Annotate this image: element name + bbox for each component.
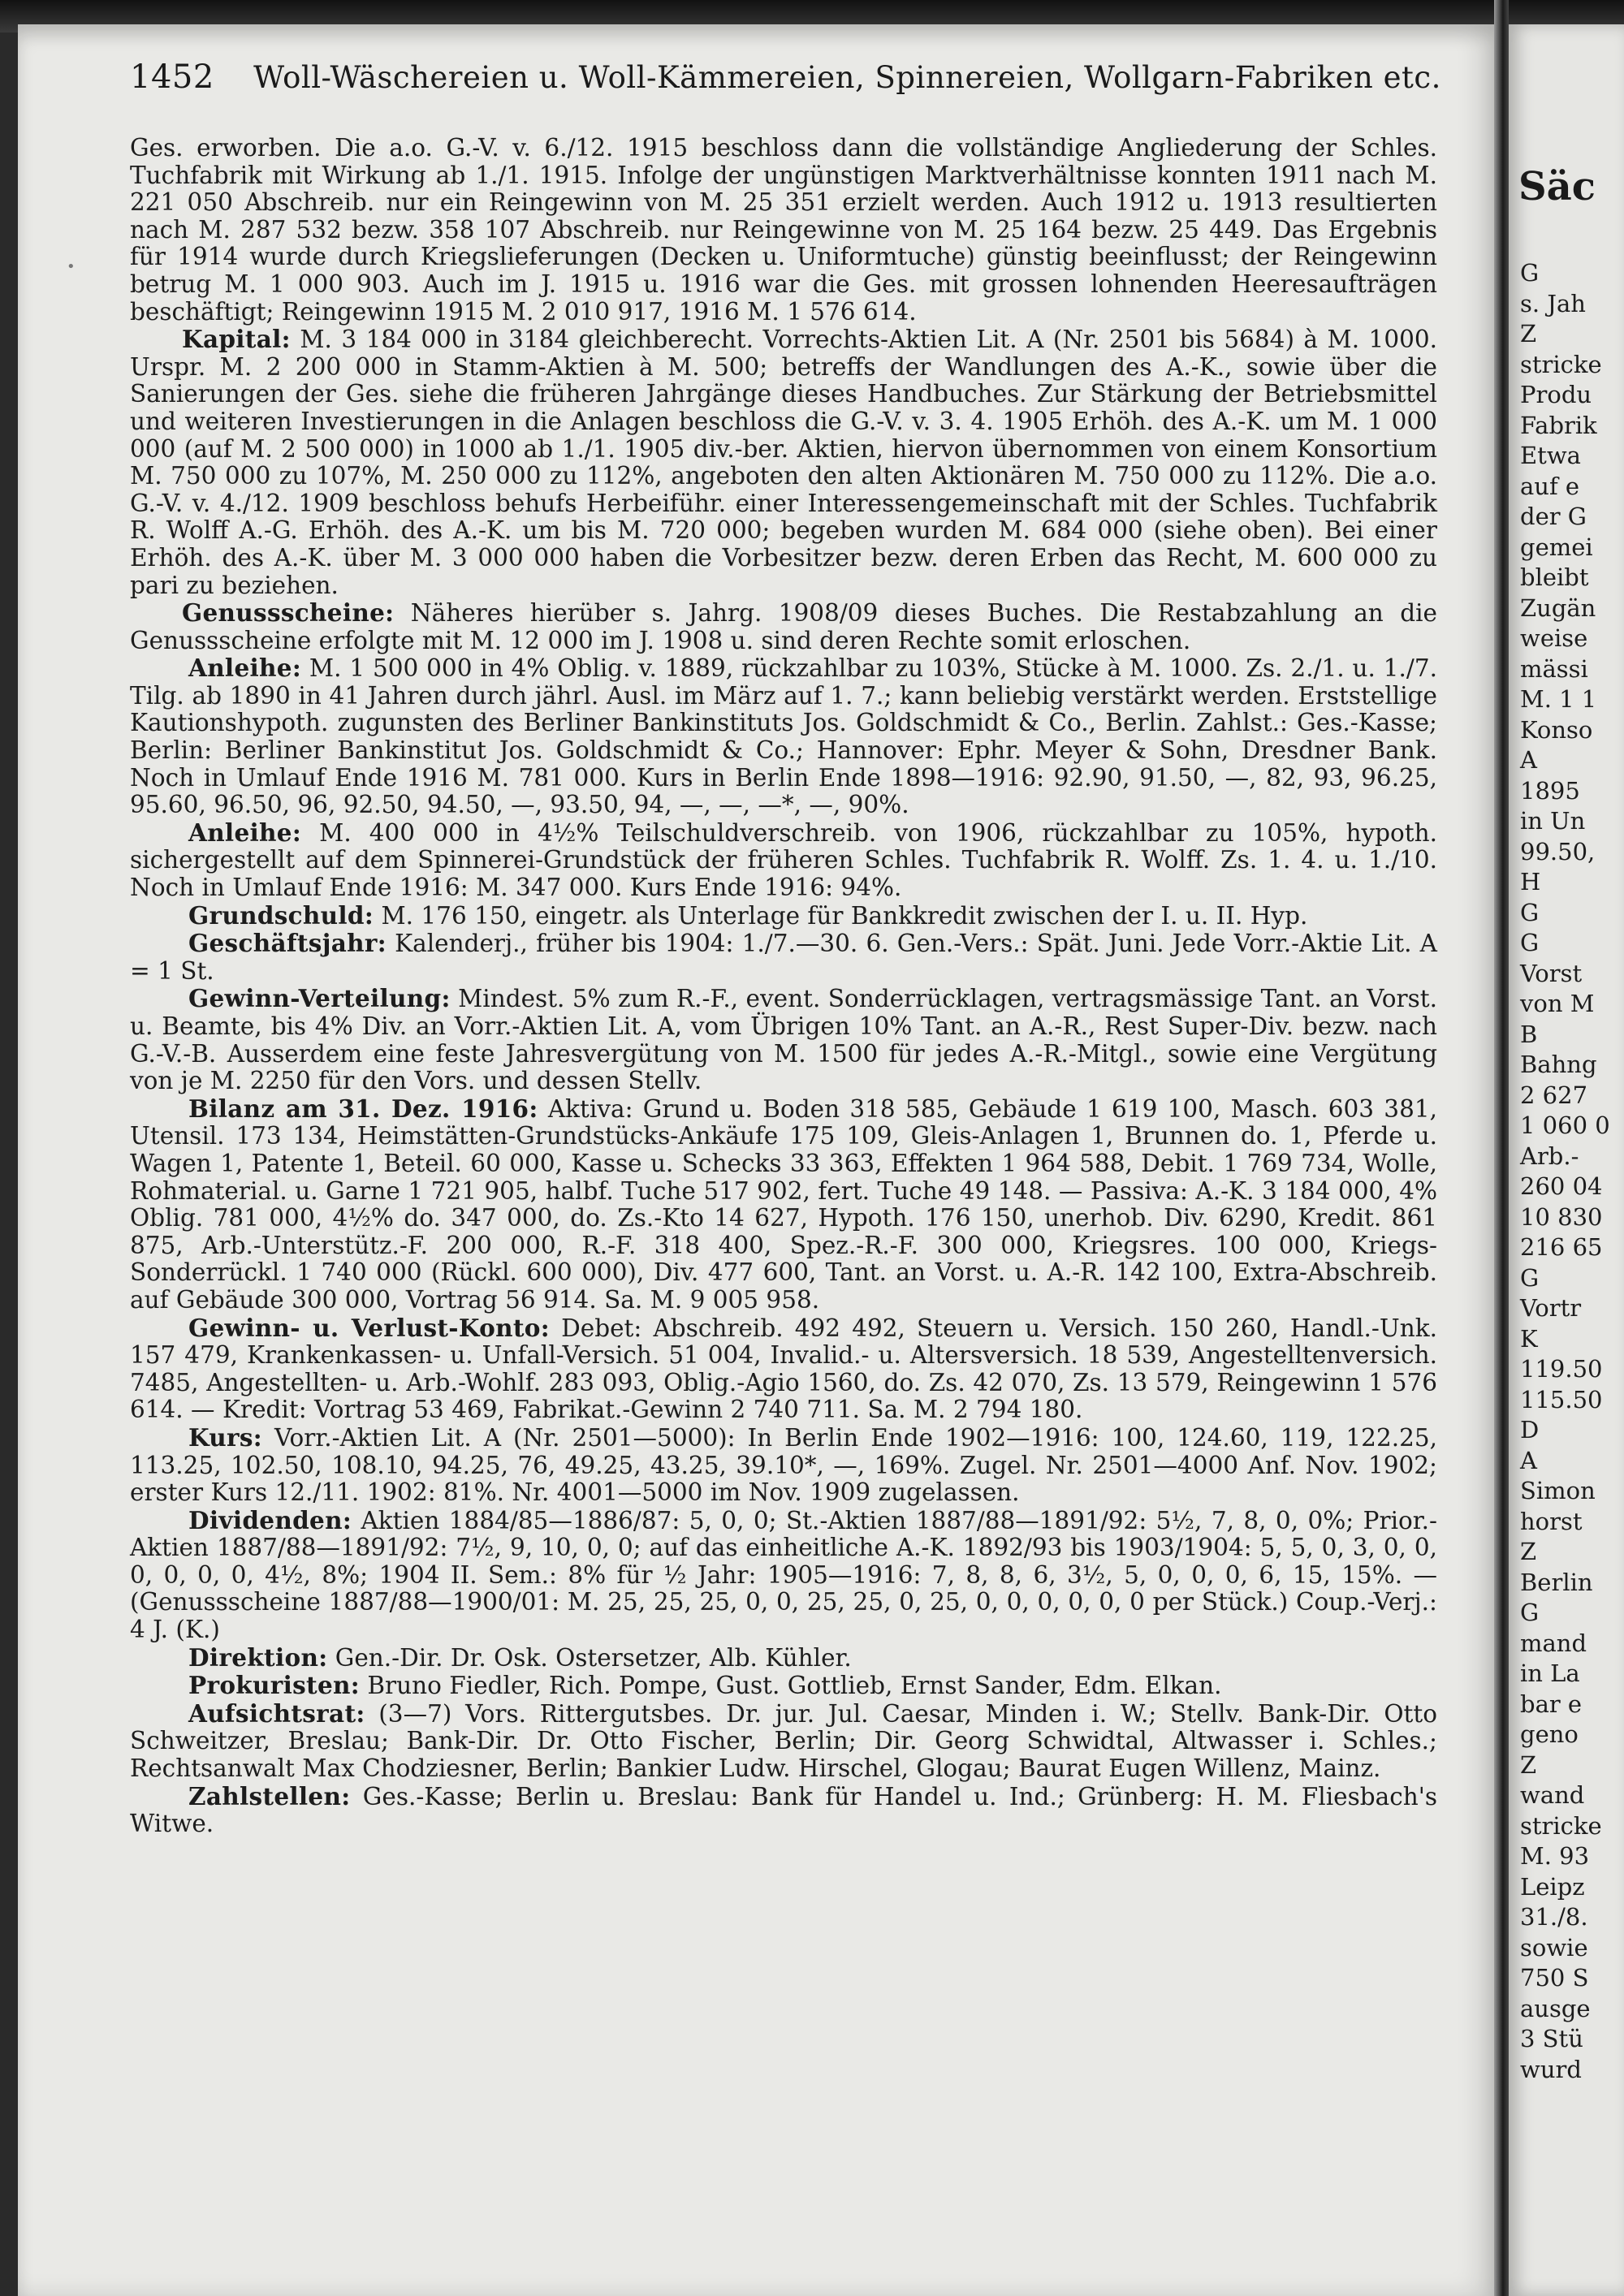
right-page-fragment: 99.50, [1520,837,1596,865]
right-page-fragment: A [1520,746,1537,774]
right-page-fragment: G [1520,898,1540,926]
right-page-fragment: D [1520,1416,1540,1444]
section-label: Kurs: [188,1422,262,1452]
paragraph-text: Vorr.-Aktien Lit. A (Nr. 2501—5000): In Berlin Ende 1902—1916: 100, 124.60, 119, 122.25, 113.25, 102.50, 108.10, 94.25, 76, 49.25, 43.25, 39.10*, —, 169%. Zugel. Nr. 2501—4000 Anf. Nov. 1902; erster Kurs 12./11. 1902: 81%. Nr. 4001—5000 im Nov. 1909 zugelassen. [130,1423,1438,1507]
section-label: Gewinn- u. Verlust-Konto: [188,1313,550,1342]
running-title: Woll-Wäschereien u. Woll-Kämmereien, Spinnereien, Wollgarn-Fabriken etc. [253,60,1441,95]
section-gewinn-verlust [130,1314,1437,1424]
paragraph-text: Ges. erworben. Die a.o. G.-V. v. 6./12. 1915 beschloss dann die vollständige Angliederung der Schles. Tuchfabrik mit Wirkung ab 1./1. 1915. Infolge der ungünstigen Marktverhältnisse konnten 1911 nach M. 221 050 Abschreib. nur ein Reingewinn von M. 25 351 erzielt werden. Auch 1912 u. 1913 resultierten nach M. 287 532 bezw. 358 107 Abschreib. nur Reingewinne von M. 25 164 bezw. 25 449. Das Ergebnis für 1914 wurde durch Kriegslieferungen (Decken u. Uniformtuche) günstig beeinflusst; der Reingewinn betrug M. 1 000 903. Auch im J. 1915 u. 1916 war die Ges. mit grossen lohnenden Heeresaufträgen beschäftigt; Reingewinn 1915 M. 2 010 917, 1916 M. 1 576 614. [130,134,1437,326]
paragraph-text: Aktiva: Grund u. Boden 318 585, Gebäude 1 619 100, Masch. 603 381, Utensil. 173 134, Heimstätten-Grundstücks-Ankäufe 175 109, Gleis-Anlagen 1, Brunnen do. 1, Pferde u. Wagen 1, Patente 1, Beteil. 60 000, Kasse u. Schecks 33 363, Effekten 1 964 588, Debit. 1 769 734, Wolle, Rohmaterial. u. Garne 1 721 905, halbf. Tuche 517 902, fert. Tuche 49 148. — Passiva: A.-K. 3 184 000, 4% Oblig. 781 000, 4½% do. 347 000, do. Zs.-Kto 14 627, Hypoth. 176 150, unerhob. Div. 6290, Kredit. 861 875, Arb.-Unterstütz.-F. 200 000, R.-F. 318 400, Spez.-R.-F. 300 000, Kriegsres. 100 000, Kriegs-Sonderrückl. 1 740 000 (Rückl. 600 000), Div. 477 600, Tant. an Vorst. u. A.-R. 142 100, Extra-Abschreib. auf Gebäude 300 000, Vortrag 56 914. Sa. M. 9 005 958. [130,1094,1437,1314]
paragraph-text: Näheres hierüber s. Jahrg. 1908/09 dieses Buches. Die Restabzahlung an die Genussscheine erfolgte mit M. 12 000 im J. 1908 u. sind deren Rechte somit erloschen. [130,599,1437,654]
paragraph-text: Aktien 1884/85—1886/87: 5, 0, 0; St.-Aktien 1887/88—1891/92: 5½, 7, 8, 0, 0%; Prior.-Aktien 1887/88—1891/92: 7½, 9, 10, 0, 0; auf das einheitliche A.-K. 1892/93 bis 1903/1904: 5, 5, 0, 3, 0, 0, 0, 0, 0, 0, 4½, 8%; 1904 II. Sem.: 8% für ½ Jahr: 1905—1916: 7, 8, 8, 6, 3½, 5, 0, 0, 0, 6, 15, 15%. — (Genussscheine 1887/88—1900/01: M. 25, 25, 25, 0, 0, 25, 25, 0, 25, 0, 0, 0, 0, 0, 0 per Stück.) Coup.-Verj.: 4 J. (K.) [130,1506,1437,1644]
paragraph-text: Ges.-Kasse; Berlin u. Breslau: Bank für Handel u. Ind.; Grünberg: H. M. Fliesbach's Witwe. [130,1782,1437,1838]
document-body [130,135,1437,1838]
section-prokuristen [130,1672,1437,1700]
right-page-fragment: Produ [1520,381,1592,408]
section-label: Kapital: [182,325,291,354]
right-page-fragment: 1 060 0 [1520,1111,1610,1139]
section-label: Geschäftsjahr: [188,929,387,958]
right-page-fragment: Vorst [1520,959,1583,987]
section-label: Zahlstellen: [188,1781,351,1810]
section-geschaeftsjahr [130,930,1437,985]
right-page-fragment: s. Jah [1520,289,1586,317]
right-page-fragment: wurd [1520,2055,1582,2083]
right-page-fragment: Vortr [1520,1294,1582,1322]
section-zahlstellen [130,1783,1437,1838]
right-page-fragment: 2 627 [1520,1081,1588,1109]
section-label: Anleihe: [188,654,302,683]
right-page-fragment: Konso [1520,715,1593,744]
right-page-fragment: Arb.- [1520,1142,1579,1170]
right-page-fragment: 260 04 [1520,1172,1603,1200]
right-page-fragment: Leipz [1520,1872,1585,1901]
paragraph-text: M. 1 500 000 in 4% Oblig. v. 1889, rückzahlbar zu 103%, Stücke à M. 1000. Zs. 2./1. u. 1./7. Tilg. ab 1890 in 41 Jahren durch jährl. Ausl. im März auf 1. 7.; kann beliebig verstärkt werden. Erststellige Kautionshypoth. zugunsten des Berliner Bankinstituts Jos. Goldschmidt & Co., Berlin. Zahlst.: Ges.-Kasse; Berlin: Berliner Bankinstitut Jos. Goldschmidt & Co.; Hannover: Ephr. Meyer & Sohn, Dresdner Bank. Noch in Umlauf Ende 1916 M. 781 000. Kurs in Berlin Ende 1898—1916: 92.90, 91.50, —, 82, 93, 96.25, 95.60, 96.50, 96, 92.50, 94.50, —, 93.50, 94, —, —, —*, —, 90%. [130,654,1437,819]
right-page-fragment: ausge [1520,1994,1591,2022]
right-page-fragment: Z [1520,320,1537,347]
right-page-fragment: Zugän [1520,593,1596,622]
section-dividenden [130,1507,1437,1644]
right-page-fragment: 119.50 [1520,1355,1603,1383]
paragraph-text: Gen.-Dir. Dr. Osk. Ostersetzer, Alb. Kühler. [335,1643,852,1672]
paragraph-text: Kalenderj., früher bis 1904: 1./7.—30. 6. Gen.-Vers.: Spät. Juni. Jede Vorr.-Aktie Lit. A = 1 St. [130,930,1437,985]
right-page-fragment: Berlin [1520,1568,1593,1596]
right-page-fragment: M. 1 1 [1520,685,1597,713]
page-number: 1452 [130,58,214,96]
right-page-fragment: der G [1520,503,1587,530]
section-kurs [130,1424,1437,1507]
right-page-fragment: K [1520,1324,1538,1353]
right-page-fragment: in Un [1520,807,1586,835]
right-page-fragment: weise [1520,624,1588,652]
right-page-fragment: bleibt [1520,563,1589,591]
section-label: Direktion: [188,1642,328,1672]
right-page-title: Säc [1518,164,1596,209]
right-page-fragment: bar e [1520,1690,1583,1718]
right-page-fragment: Z [1520,1750,1537,1779]
right-page-fragment: G [1520,1599,1540,1626]
section-label: Anleihe: [188,818,302,847]
right-page-fragment: mand [1520,1629,1587,1657]
right-page-fragment: sowie [1520,1933,1588,1962]
section-label: Prokuristen: [188,1671,360,1700]
right-page-fragment: Z [1520,1538,1537,1565]
right-page-fragment: 216 65 [1520,1233,1603,1261]
right-page-fragment: horst [1520,1507,1583,1535]
right-page-fragment: G [1520,1263,1540,1292]
right-page-fragment: geno [1520,1720,1579,1748]
paragraph-text: M. 176 150, eingetr. als Unterlage für Bankkredit zwischen der I. u. II. Hyp. [381,901,1308,930]
right-page-fragment: Bahng [1520,1051,1597,1078]
section-label: Grundschuld: [188,900,374,930]
section-label: Dividenden: [188,1505,352,1534]
section-label: Bilanz am 31. Dez. 1916: [188,1094,538,1123]
section-label: Gewinn-Verteilung: [188,984,451,1013]
right-page-fragment: 31./8. [1520,1903,1588,1931]
section-label: Genussscheine: [182,598,395,628]
paragraph-text: Mindest. 5% zum R.-F., event. Sonderrücklagen, vertragsmässige Tant. an Vorst. u. Beamte, bis 4% Div. an Vorr.-Aktien Lit. A, vom Übrigen 10% Tant. an A.-R., Rest Super-Div. bezw. nach G.-V.-B. Ausserdem eine feste Jahresvergütung von M. 1500 für jedes A.-R.-Mitgl., sowie eine Vergütung von je M. 2250 für den Vors. und dessen Stellv. [130,985,1437,1095]
paragraph-text: Debet: Abschreib. 492 492, Steuern u. Versich. 150 260, Handl.-Unk. 157 479, Krankenkassen- u. Unfall-Versich. 51 004, Invalid.- u. Altersversich. 18 539, Angestelltenversich. 7485, Angestellten- u. Arb.-Wohlf. 283 093, Oblig.-Agio 1560, do. Zs. 42 070, Zs. 13 579, Reingewinn 1 576 614. — Kredit: Vortrag 53 469, Fabrikat.-Gewinn 2 740 711. Sa. M. 2 794 180. [130,1314,1437,1424]
section-aufsichtsrat [130,1700,1437,1783]
right-page-fragment: G [1520,929,1540,956]
intro-paragraph [130,135,1437,326]
right-page-fragment: stricke [1520,350,1602,378]
paragraph-text: (3—7) Vors. Rittergutsbes. Dr. jur. Jul. Caesar, Minden i. W.; Stellv. Bank-Dir. Otto Schweitzer, Breslau; Bank-Dir. Dr. Otto Fischer, Berlin; Dir. Georg Schwidtal, Altwasser i. Schles.; Rechtsanwalt Max Chodziesner, Berlin; Bankier Ludw. Hirschel, Glogau; Baurat Eugen Willenz, Mainz. [130,1699,1437,1783]
right-page-fragment: 3 Stü [1520,2025,1583,2052]
section-genussscheine [130,599,1437,654]
paragraph-text: M. 400 000 in 4½% Teilschuldverschreib. von 1906, rückzahlbar zu 105%, hypoth. sichergestellt auf dem Spinnerei-Grundstück der früheren Schles. Tuchfabrik R. Wolff. Zs. 1. 4. u. 1./10. Noch in Umlauf Ende 1916: M. 347 000. Kurs Ende 1916: 94%. [130,818,1437,902]
paragraph-text: M. 3 184 000 in 3184 gleichberecht. Vorrechts-Aktien Lit. A (Nr. 2501 bis 5684) à M. 1000. Urspr. M. 2 200 000 in Stamm-Aktien à M. 500; betreffs der Wandlungen des A.-K., sowie über die Sanierungen der Ges. siehe die früheren Jahrgänge dieses Handbuches. Zur Stärkung der Betriebsmittel und weiteren Investierungen in die Anlagen beschloss die G.-V. v. 3. 4. 1905 Erhöh. des A.-K. um M. 1 000 000 (auf M. 2 500 000) in 1000 ab 1./1. 1905 div.-ber. Aktien, hiervon übernommen von einem Konsortium M. 750 000 zu 107%, M. 250 000 zu 112%, angeboten den alten Aktionären M. 750 000 zu 112%. Die a.o. G.-V. v. 4./12. 1909 beschloss behufs Herbeiführ. einer Interessengemeinschaft mit der Schles. Tuchfabrik R. Wolff A.-G. Erhöh. des A.-K. um bis M. 720 000; begeben wurden M. 684 000 (siehe oben). Bei einer Erhöh. des A.-K. über M. 3 000 000 haben die Vorbesitzer bezw. deren Erben das Recht, M. 600 000 zu pari zu beziehen. [130,326,1437,599]
right-page-fragment: H [1520,868,1541,896]
section-label: Aufsichtsrat: [188,1698,365,1728]
right-page-fragment: gemei [1520,533,1593,561]
page-header [130,58,1441,96]
right-page-fragment: auf e [1520,472,1580,500]
right-page [1509,24,1624,2296]
section-kapital [130,326,1437,599]
right-page-fragment: von M [1520,990,1595,1017]
right-page-fragment: Fabrik [1520,411,1597,439]
right-page-fragment: Etwa [1520,442,1581,469]
section-anleihe-1 [130,654,1437,819]
right-page-fragment: 10 830 [1520,1202,1603,1231]
right-page-fragment: wand [1520,1781,1585,1809]
paragraph-text: Bruno Fiedler, Rich. Pompe, Gust. Gottlieb, Ernst Sander, Edm. Elkan. [367,1672,1222,1700]
book-spine [1494,0,1509,2296]
margin-speck: • [67,258,76,275]
section-direktion [130,1644,1437,1672]
section-bilanz [130,1095,1437,1314]
right-page-fragment: 1895 [1520,776,1580,805]
right-page-fragment: B [1520,1020,1538,1048]
right-page-fragment: mässi [1520,654,1588,683]
section-anleihe-2 [130,819,1437,902]
right-page-fragment: M. 93 [1520,1842,1590,1870]
right-page-fragment: A [1520,1446,1537,1474]
right-page-fragment: in La [1520,1659,1580,1687]
right-page-fragment: G [1520,259,1540,287]
right-page-fragment: Simon [1520,1477,1596,1504]
section-grundschuld [130,902,1437,930]
right-page-fragment: 750 S [1520,1964,1589,1992]
right-page-fragment: 115.50 [1520,1385,1603,1413]
section-gewinn-verteilung [130,985,1437,1094]
right-page-fragment: stricke [1520,1811,1602,1840]
